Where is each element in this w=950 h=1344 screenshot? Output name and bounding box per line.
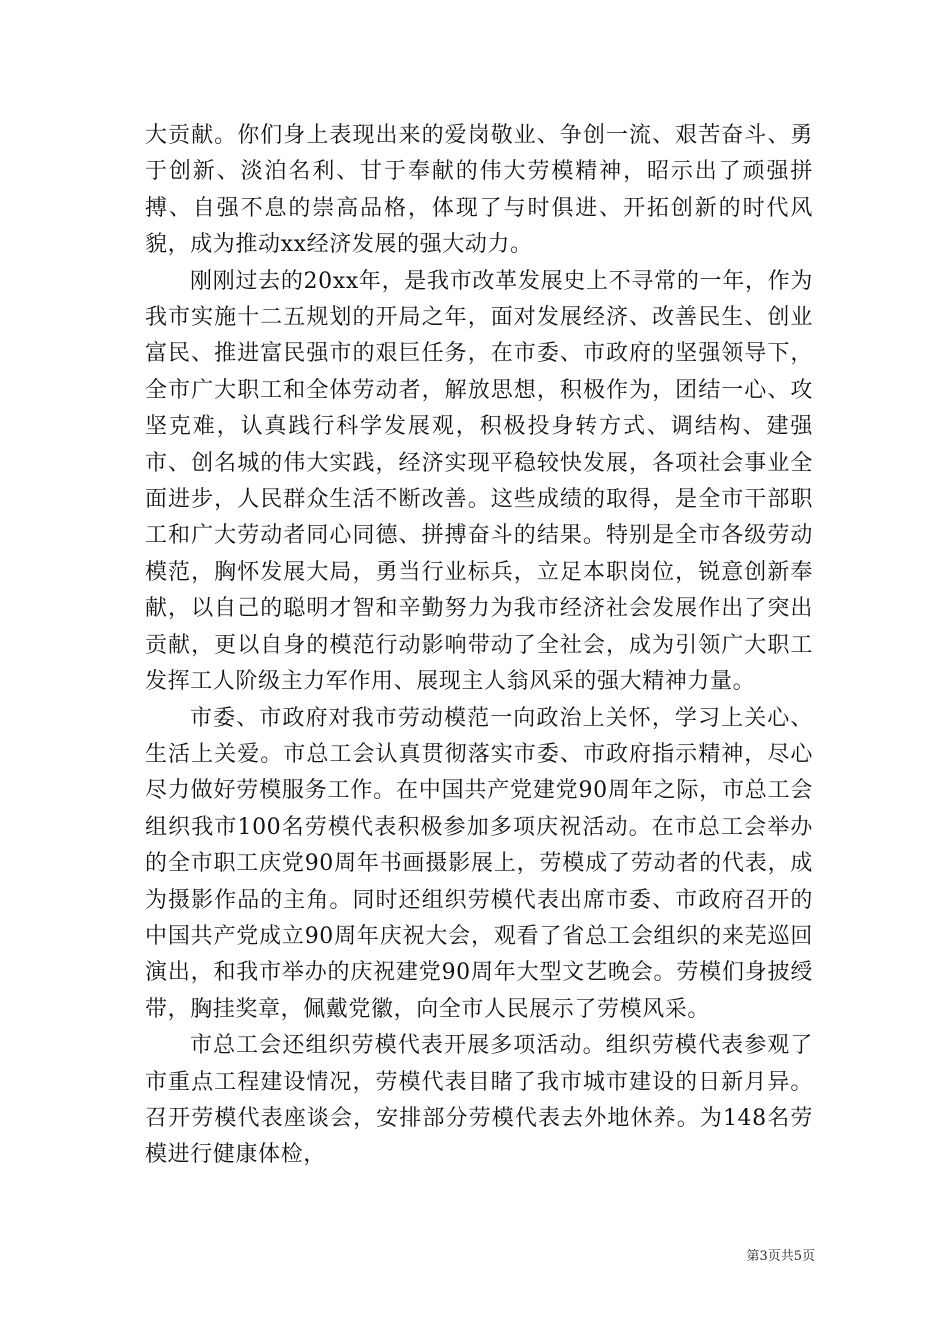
paragraph-1: 大贡献。你们身上表现出来的爱岗敬业、争创一流、艰苦奋斗、勇于创新、淡泊名利、甘于奉献的伟大劳模精神，昭示出了顽强拼搏、自强不息的崇高品格，体现了与时俱进、开拓创新的时代风貌，成为推动xx经济发展的强大动力。 bbox=[145, 123, 813, 258]
document-body bbox=[145, 118, 813, 1174]
paragraph-4: 市总工会还组织劳模代表开展多项活动。组织劳模代表参观了市重点工程建设情况，劳模代表目睹了我市城市建设的日新月异。召开劳模代表座谈会，安排部分劳模代表去外地休养。为148名劳模进行健康体检， bbox=[145, 1033, 813, 1168]
paragraph-2: 刚刚过去的20xx年，是我市改革发展史上不寻常的一年，作为我市实施十二五规划的开局之年，面对发展经济、改善民生、创业富民、推进富民强市的艰巨任务，在市委、市政府的坚强领导下，全市广大职工和全体劳动者，解放思想，积极作为，团结一心、攻坚克难，认真践行科学发展观，积极投身转方式、调结构、建强市、创名城的伟大实践，经济实现平稳较快发展，各项社会事业全面进步，人民群众生活不断改善。这些成绩的取得，是全市干部职工和广大劳动者同心同德、拼搏奋斗的结果。特别是全市各级劳动模范，胸怀发展大局，勇当行业标兵，立足本职岗位，锐意创新奉献，以自己的聪明才智和辛勤努力为我市经济社会发展作出了突出贡献，更以自身的模范行动影响带动了全社会，成为引领广大职工发挥工人阶级主力军作用、展现主人翁风采的强大精神力量。 bbox=[145, 268, 813, 695]
paragraph-3: 市委、市政府对我市劳动模范一向政治上关怀，学习上关心、生活上关爱。市总工会认真贯彻落实市委、市政府指示精神，尽心尽力做好劳模服务工作。在中国共产党建党90周年之际，市总工会组织我市100名劳模代表积极参加多项庆祝活动。在市总工会举办的全市职工庆党90周年书画摄影展上，劳模成了劳动者的代表，成为摄影作品的主角。同时还组织劳模代表出席市委、市政府召开的中国共产党成立90周年庆祝大会，观看了省总工会组织的来芜巡回演出，和我市举办的庆祝建党90周年大型文艺晚会。劳模们身披绶带，胸挂奖章，佩戴党徽，向全市人民展示了劳模风采。 bbox=[145, 705, 813, 1022]
page-number-footer: 第3页共5页 bbox=[746, 1249, 815, 1264]
